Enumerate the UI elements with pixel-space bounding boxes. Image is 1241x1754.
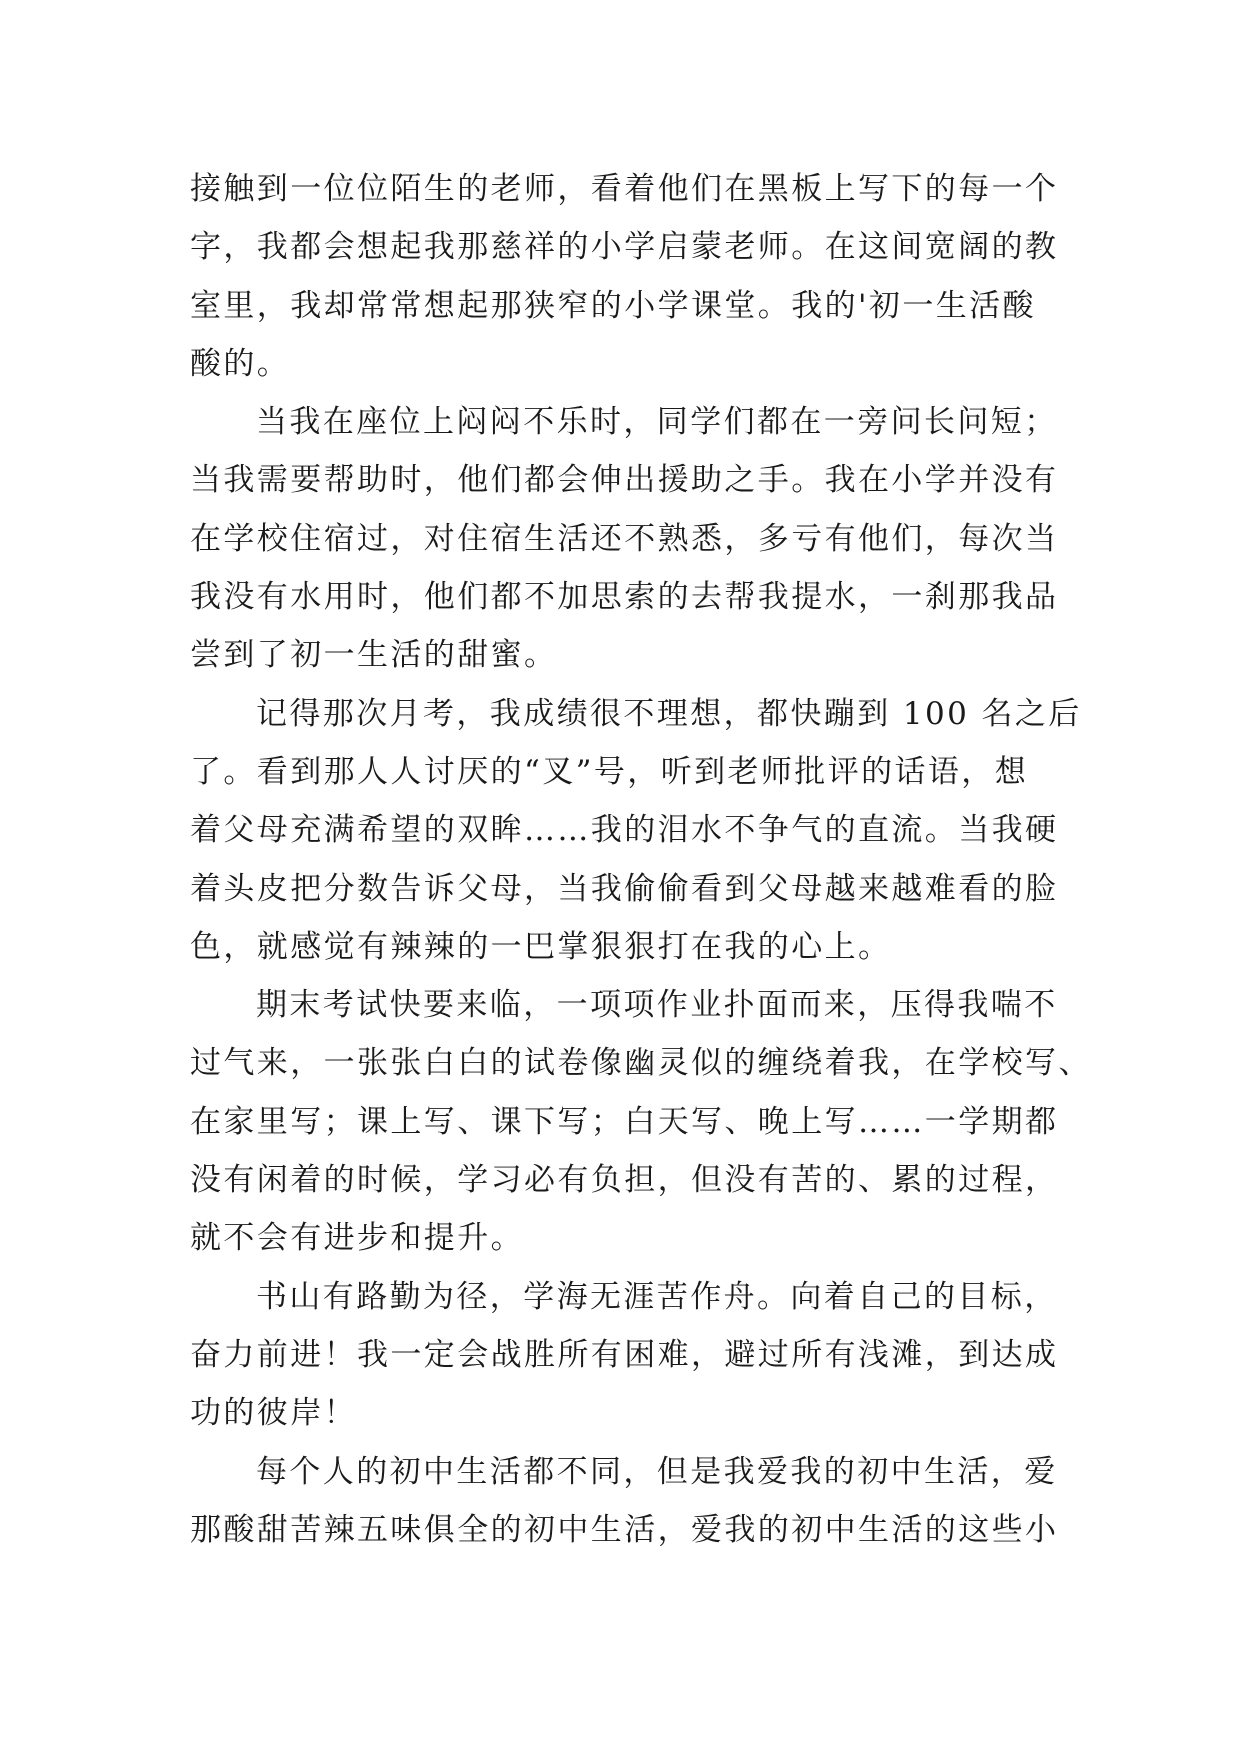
text-line: 就不会有进步和提升。 bbox=[190, 1220, 524, 1257]
text-line: 色，就感觉有辣辣的一巴掌狠狠打在我的心上。 bbox=[190, 928, 892, 965]
text-line: 那酸甜苦辣五味俱全的初中生活，爱我的初中生活的这些小 bbox=[190, 1511, 1059, 1548]
text-line: 酸的。 bbox=[190, 345, 291, 382]
text-line: 字，我都会想起我那慈祥的小学启蒙老师。在这间宽阔的教 bbox=[190, 229, 1059, 266]
text-line: 在家里写；课上写、课下写；白天写、晚上写……一学期都 bbox=[190, 1103, 1059, 1140]
text-line: 尝到了初一生活的甜蜜。 bbox=[190, 637, 558, 674]
text-line: 着父母充满希望的双眸……我的泪水不争气的直流。当我硬 bbox=[190, 812, 1059, 849]
text-line: 在学校住宿过，对住宿生活还不熟悉，多亏有他们，每次当 bbox=[190, 520, 1059, 557]
text-line: 过气来，一张张白白的试卷像幽灵似的缠绕着我，在学校写、 bbox=[190, 1045, 1092, 1082]
text-line: 功的彼岸！ bbox=[190, 1395, 357, 1432]
text-line: 了。看到那人人讨厌的“叉”号，听到老师批评的话语，想 bbox=[190, 753, 1029, 790]
text-line: 奋力前进！我一定会战胜所有困难，避过所有浅滩，到达成 bbox=[190, 1336, 1059, 1373]
text-line: 我没有水用时，他们都不加思索的去帮我提水，一刹那我品 bbox=[190, 579, 1059, 616]
text-line: 期末考试快要来临，一项项作业扑面而来，压得我喘不 bbox=[256, 987, 1058, 1024]
text-line: 没有闲着的时候，学习必有负担，但没有苦的、累的过程， bbox=[190, 1162, 1059, 1199]
text-line: 当我需要帮助时，他们都会伸出援助之手。我在小学并没有 bbox=[190, 462, 1059, 499]
text-line: 接触到一位位陌生的老师，看着他们在黑板上写下的每一个 bbox=[190, 171, 1059, 207]
text-line: 记得那次月考，我成绩很不理想，都快蹦到 100 名之后 bbox=[256, 695, 1082, 732]
text-line: 室里，我却常常想起那狭窄的小学课堂。我的'初一生活酸 bbox=[190, 287, 1036, 324]
text-line: 着头皮把分数告诉父母，当我偷偷看到父母越来越难看的脸 bbox=[190, 870, 1059, 907]
text-line: 当我在座位上闷闷不乐时，同学们都在一旁问长问短； bbox=[256, 404, 1058, 441]
text-line: 书山有路勤为径，学海无涯苦作舟。向着自己的目标， bbox=[256, 1278, 1058, 1315]
text-line: 每个人的初中生活都不同，但是我爱我的初中生活，爱 bbox=[256, 1453, 1058, 1490]
document-body bbox=[190, 160, 1092, 1559]
